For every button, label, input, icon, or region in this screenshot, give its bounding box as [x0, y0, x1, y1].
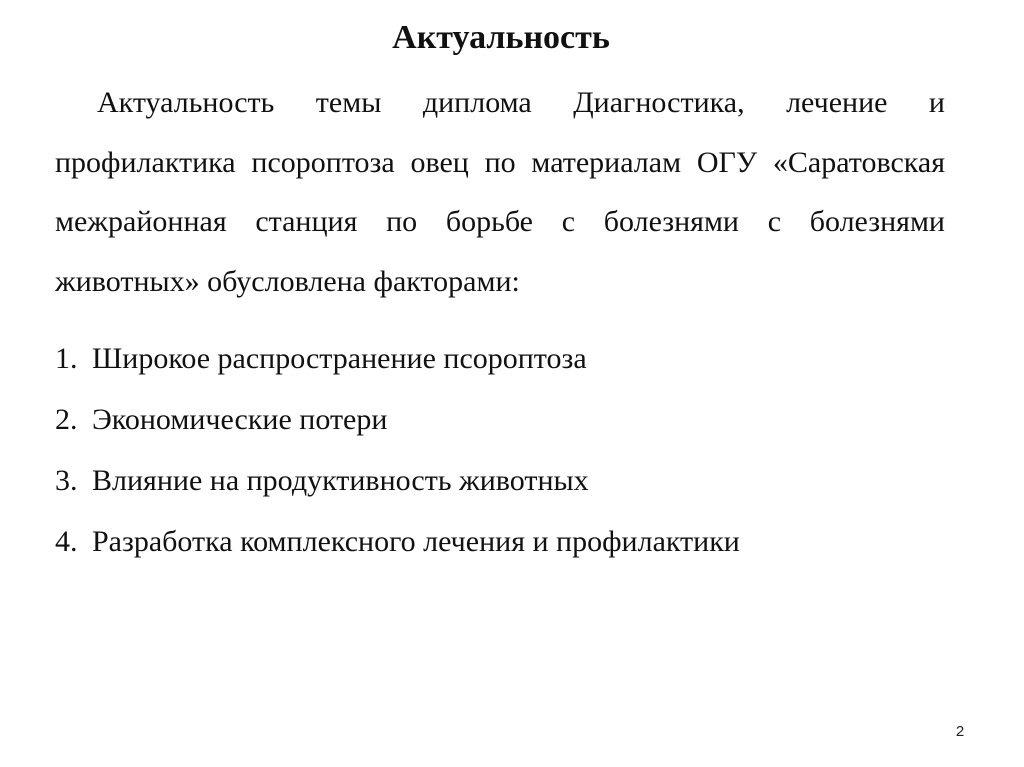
list-item-number: 4. — [55, 525, 78, 558]
list-item — [55, 511, 955, 572]
list-item-text: Влияние на продуктивность животных — [92, 464, 589, 497]
list-item-text: Широкое распространение псороптоза — [92, 342, 587, 375]
page-number: 2 — [955, 723, 965, 740]
list-item-number: 2. — [55, 403, 78, 436]
list-item-text: Экономические потери — [92, 403, 388, 436]
list-item-text: Разработка комплексного лечения и профилактики — [92, 525, 740, 558]
list-item-number: 3. — [55, 464, 78, 497]
list-item-number: 1. — [55, 342, 78, 375]
factors-list — [55, 328, 955, 572]
list-item — [55, 389, 955, 450]
slide-title: Актуальность — [392, 19, 610, 56]
list-item — [55, 450, 955, 511]
list-item — [55, 328, 955, 389]
relevance-paragraph: Актуальность темы диплома Диагностика, лечение и профилактика псороптоза овец по материалам ОГУ «Саратовская межрайонная станция по борьбе с болезнями с болезнями животных» обусловлена факторами: — [55, 86, 945, 298]
